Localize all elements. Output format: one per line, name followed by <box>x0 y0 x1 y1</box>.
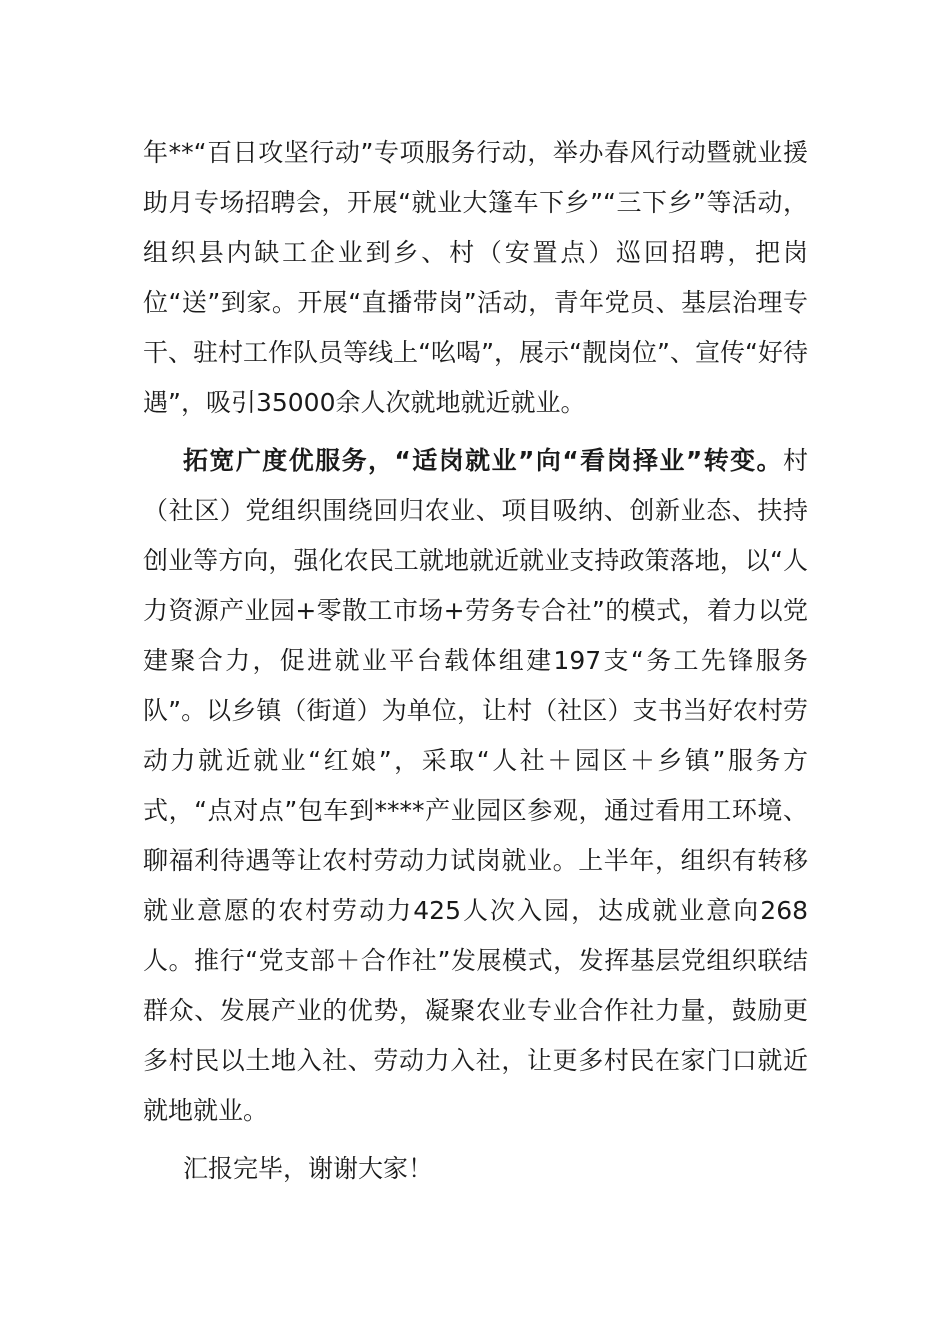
paragraph-2-heading: 拓宽广度优服务，“适岗就业”向“看岗择业”转变。 <box>183 446 783 475</box>
paragraph-2 <box>143 436 808 1136</box>
paragraph-1-text: 年**“百日攻坚行动”专项服务行动，举办春风行动暨就业援助月专场招聘会，开展“就业大篷车下乡”“三下乡”等活动，组织县内缺工企业到乡、村（安置点）巡回招聘，把岗位“送”到家。开展“直播带岗”活动，青年党员、基层治理专干、驻村工作队员等线上“吆喝”，展示“靓岗位”、宣传“好待遇”，吸引35000余人次就地就近就业。 <box>143 138 808 417</box>
closing-remark <box>143 1144 808 1194</box>
closing-remark-text: 汇报完毕，谢谢大家！ <box>183 1154 434 1183</box>
document-body <box>143 128 808 1202</box>
paragraph-2-text: 村（社区）党组织围绕回归农业、项目吸纳、创新业态、扶持创业等方向，强化农民工就地就近就业支持政策落地，以“人力资源产业园+零散工市场+劳务专合社”的模式，着力以党建聚合力，促进就业平台载体组建197支“务工先锋服务队”。以乡镇（街道）为单位，让村（社区）支书当好农村劳动力就近就业“红娘”，采取“人社＋园区＋乡镇”服务方式，“点对点”包车到****产业园区参观，通过看用工环境、聊福利待遇等让农村劳动力试岗就业。上半年，组织有转移就业意愿的农村劳动力425人次入园，达成就业意向268人。推行“党支部＋合作社”发展模式，发挥基层党组织联结群众、发展产业的优势，凝聚农业专业合作社力量，鼓励更多村民以土地入社、劳动力入社，让更多村民在家门口就近就地就业。 <box>143 446 808 1125</box>
paragraph-1 <box>143 128 808 428</box>
